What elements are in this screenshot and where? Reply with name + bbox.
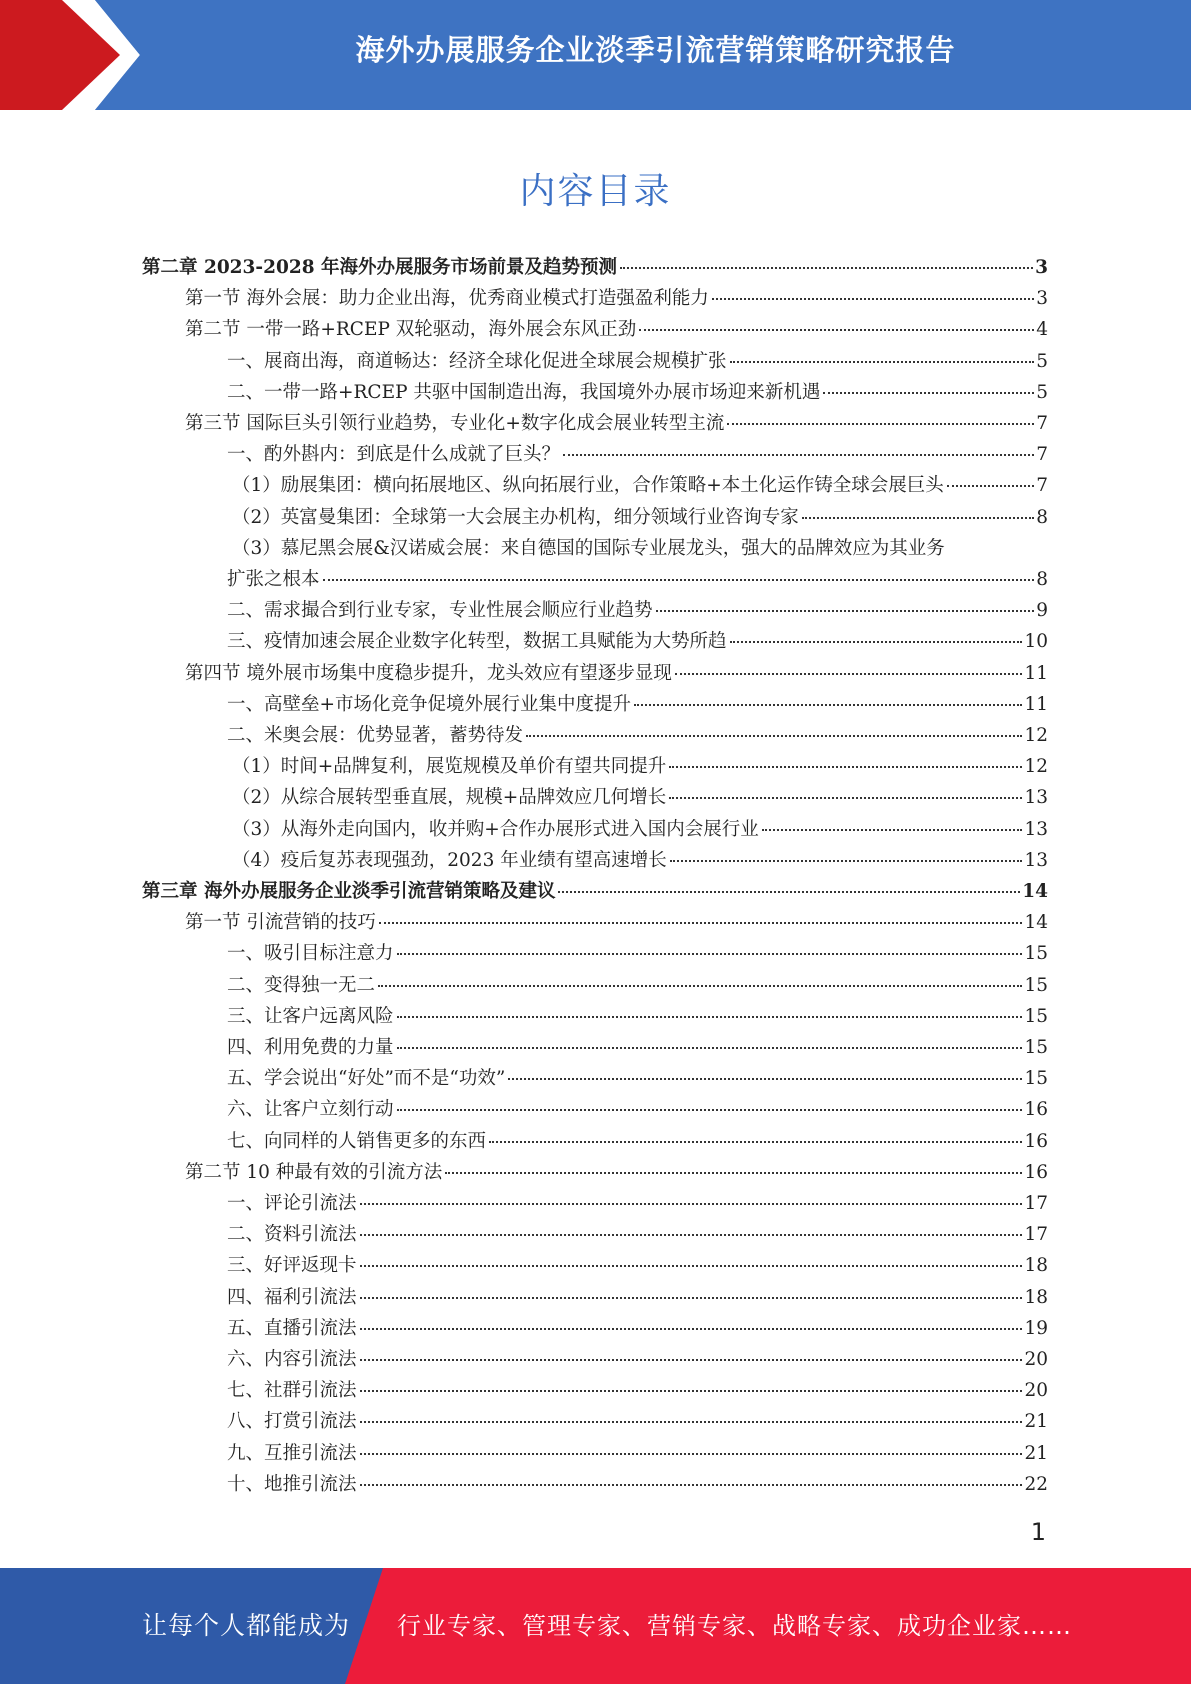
toc-heading: 内容目录 — [519, 171, 672, 212]
page-header — [0, 0, 1191, 110]
toc-entry-title: 九、互推引流法 — [227, 1442, 357, 1464]
toc-page-number: 8 — [1036, 569, 1048, 590]
toc-page-number: 15 — [1024, 943, 1048, 965]
toc-entry[interactable] — [227, 1127, 1048, 1153]
toc-entry[interactable] — [232, 534, 945, 560]
toc-page-number: 12 — [1024, 756, 1048, 778]
toc-dot-leader — [563, 454, 1034, 456]
toc-page-number: 4 — [1036, 319, 1048, 341]
toc-dot-leader — [947, 485, 1034, 487]
toc-page-number: 18 — [1024, 1255, 1048, 1277]
toc-entry-title: （2）英富曼集团：全球第一大会展主办机构，细分领域行业咨询专家 — [232, 506, 799, 528]
toc-entry-title: 一、酌外斟内：到底是什么成就了巨头？ — [227, 444, 561, 466]
toc-page-number: 7 — [1036, 413, 1048, 434]
page-footer — [0, 1568, 1191, 1684]
toc-entry[interactable] — [227, 1002, 1048, 1028]
toc-entry[interactable] — [185, 315, 1048, 341]
toc-entry[interactable] — [232, 846, 1048, 872]
toc-dot-leader — [323, 579, 1035, 581]
toc-dot-leader — [360, 1359, 1023, 1361]
toc-entry-title: 三、疫情加速会展企业数字化转型，数据工具赋能为大势所趋 — [227, 631, 727, 653]
toc-page-number: 5 — [1036, 350, 1048, 372]
toc-page-number: 15 — [1024, 974, 1048, 996]
toc-page-number: 21 — [1024, 1411, 1048, 1433]
toc-entry-title: 二、变得独一无二 — [227, 974, 376, 996]
toc-entry-title: 第三章 海外办展服务企业淡季引流营销策略及建议 — [142, 881, 556, 902]
toc-entry[interactable] — [227, 1220, 1048, 1246]
toc-entry[interactable] — [227, 596, 1048, 622]
toc-entry[interactable] — [227, 1470, 1048, 1496]
toc-entry-title: 二、米奥会展：优势显著，蓄势待发 — [227, 725, 524, 746]
toc-page-number: 18 — [1024, 1286, 1048, 1308]
toc-page-number: 19 — [1024, 1317, 1048, 1339]
toc-dot-leader — [712, 298, 1034, 300]
toc-dot-leader — [669, 766, 1022, 768]
toc-entry[interactable] — [227, 627, 1048, 653]
toc-dot-leader — [639, 329, 1034, 331]
toc-page-number: 13 — [1024, 818, 1048, 840]
toc-entry[interactable] — [232, 752, 1048, 778]
toc-entry[interactable] — [227, 971, 1048, 997]
toc-dot-leader — [397, 1016, 1023, 1018]
toc-page-number: 7 — [1036, 475, 1048, 497]
toc-page-number: 13 — [1024, 849, 1048, 871]
toc-entry-title: （1）时间+品牌复利，展览规模及单价有望共同提升 — [232, 756, 667, 778]
toc-page-number: 15 — [1024, 1005, 1048, 1027]
toc-dot-leader — [360, 1265, 1023, 1267]
toc-entry-title: 二、需求撮合到行业专家，专业性展会顺应行业趋势 — [227, 600, 653, 622]
toc-entry[interactable] — [232, 503, 1048, 529]
toc-entry-title: 二、资料引流法 — [227, 1224, 357, 1246]
toc-entry-title: （3）从海外走向国内，收并购+合作办展形式进入国内会展行业 — [232, 818, 759, 840]
toc-entry[interactable] — [232, 815, 1048, 841]
toc-entry-title: 四、福利引流法 — [227, 1286, 357, 1308]
toc-entry[interactable] — [185, 659, 1048, 685]
toc-dot-leader — [360, 1421, 1023, 1423]
report-title: 海外办展服务企业淡季引流营销策略研究报告 — [355, 33, 956, 67]
toc-dot-leader — [378, 985, 1022, 987]
toc-page-number: 3 — [1035, 257, 1048, 278]
toc-dot-leader — [360, 1328, 1023, 1330]
toc-entry[interactable] — [227, 939, 1048, 965]
toc-page-number: 16 — [1024, 1130, 1048, 1152]
toc-page-number: 10 — [1024, 631, 1048, 653]
toc-page-number: 13 — [1024, 787, 1048, 809]
toc-page-number: 7 — [1036, 444, 1048, 466]
toc-entry-title: 第一节 海外会展：助力企业出海，优秀商业模式打造强盈利能力 — [185, 288, 709, 310]
toc-entry-title: （1）励展集团：横向拓展地区、纵向拓展行业，合作策略+本土化运作铸全球会展巨头 — [232, 475, 944, 497]
toc-entry-title: 第二节 10 种最有效的引流方法 — [185, 1161, 443, 1183]
toc-dot-leader — [445, 1172, 1022, 1174]
toc-entry-title: 第三节 国际巨头引领行业趋势，专业化+数字化成会展业转型主流 — [185, 413, 725, 434]
toc-page-number: 9 — [1036, 600, 1048, 622]
toc-dot-leader — [669, 797, 1022, 799]
toc-entry[interactable] — [185, 284, 1048, 310]
toc-page-number: 15 — [1024, 1037, 1048, 1058]
toc-entry-title: 十、地推引流法 — [227, 1473, 357, 1495]
toc-entry[interactable] — [185, 409, 1048, 435]
toc-dot-leader — [360, 1453, 1023, 1455]
toc-page-number: 3 — [1036, 288, 1048, 310]
toc-entry-title: 三、好评返现卡 — [227, 1255, 357, 1277]
header-arrow-decoration — [0, 0, 200, 110]
toc-entry[interactable] — [227, 1064, 1048, 1090]
footer-slogan-left: 让每个人都能成为 — [142, 1611, 351, 1640]
toc-dot-leader — [397, 1047, 1023, 1049]
toc-dot-leader — [397, 953, 1023, 955]
toc-entry[interactable] — [227, 721, 1048, 747]
toc-page-number: 20 — [1024, 1349, 1048, 1370]
toc-dot-leader — [360, 1484, 1023, 1486]
toc-entry[interactable] — [227, 1095, 1048, 1121]
toc-entry[interactable] — [227, 1189, 1048, 1215]
toc-page-number: 17 — [1024, 1224, 1048, 1246]
toc-entry[interactable] — [227, 1251, 1048, 1277]
toc-entry-title: 六、让客户立刻行动 — [227, 1099, 394, 1121]
toc-entry-title: 一、展商出海，商道畅达：经济全球化促进全球展会规模扩张 — [227, 350, 727, 372]
footer-slogan-right: 行业专家、管理专家、营销专家、战略专家、成功企业家…… — [397, 1612, 1072, 1640]
toc-entry[interactable] — [227, 1033, 1048, 1059]
toc-dot-leader — [656, 610, 1035, 612]
toc-entry-title: 五、直播引流法 — [227, 1317, 357, 1339]
toc-entry-title: 八、打赏引流法 — [227, 1411, 357, 1433]
toc-dot-leader — [823, 392, 1034, 394]
toc-dot-leader — [508, 1078, 1022, 1080]
toc-entry-title: 第一节 引流营销的技巧 — [185, 912, 376, 934]
toc-entry-title: 四、利用免费的力量 — [227, 1037, 394, 1058]
toc-entry[interactable] — [227, 1345, 1048, 1371]
toc-entry[interactable] — [227, 690, 1048, 716]
toc-entry-title: （3）慕尼黑会展&汉诺威会展：来自德国的国际专业展龙头，强大的品牌效应为其业务 — [232, 537, 945, 559]
toc-entry[interactable] — [227, 440, 1048, 466]
toc-entry[interactable] — [227, 565, 1048, 591]
toc-page-number: 15 — [1024, 1068, 1048, 1090]
toc-dot-leader — [675, 673, 1023, 675]
toc-entry-title: （2）从综合展转型垂直展，规模+品牌效应几何增长 — [232, 787, 667, 809]
toc-entry-title: 一、高壁垒+市场化竞争促境外展行业集中度提升 — [227, 693, 632, 715]
toc-page-number: 8 — [1036, 506, 1048, 528]
toc-entry-title: 三、让客户远离风险 — [227, 1005, 394, 1027]
page-number: 1 — [1030, 1518, 1046, 1546]
toc-dot-leader — [730, 361, 1035, 363]
toc-page-number: 14 — [1024, 912, 1048, 934]
toc-dot-leader — [397, 1109, 1023, 1111]
toc-entry[interactable] — [232, 471, 1048, 497]
toc-entry[interactable] — [227, 1407, 1048, 1433]
toc-dot-leader — [360, 1203, 1023, 1205]
toc-dot-leader — [762, 829, 1023, 831]
toc-entry[interactable] — [185, 1158, 1048, 1184]
toc-dot-leader — [360, 1390, 1023, 1392]
toc-entry-title: 一、吸引目标注意力 — [227, 943, 394, 965]
toc-entry[interactable] — [142, 253, 1048, 279]
toc-page-number: 11 — [1024, 662, 1048, 684]
toc-page-number: 14 — [1022, 881, 1048, 902]
toc-page-number: 20 — [1024, 1380, 1048, 1402]
toc-dot-leader — [379, 922, 1023, 924]
toc-page-number: 16 — [1024, 1161, 1048, 1183]
toc-dot-leader — [802, 517, 1034, 519]
toc-entry-title: 第二章 2023-2028 年海外办展服务市场前景及趋势预测 — [142, 257, 618, 278]
toc-entry[interactable] — [227, 378, 1048, 404]
toc-page-number: 22 — [1024, 1473, 1048, 1495]
toc-page-number: 21 — [1024, 1442, 1048, 1464]
toc-entry-title: 第四节 境外展市场集中度稳步提升，龙头效应有望逐步显现 — [185, 662, 672, 684]
toc-dot-leader — [360, 1297, 1023, 1299]
toc-entry[interactable] — [227, 1283, 1048, 1309]
toc-page-number: 16 — [1024, 1099, 1048, 1121]
toc-dot-leader — [360, 1234, 1023, 1236]
toc-entry-title: （4）疫后复苏表现强劲，2023 年业绩有望高速增长 — [232, 849, 667, 871]
toc-entry-title: 六、内容引流法 — [227, 1349, 357, 1370]
toc-dot-leader — [558, 891, 1020, 893]
toc-dot-leader — [634, 704, 1022, 706]
toc-entry-title: 扩张之根本 — [227, 569, 320, 590]
toc-dot-leader — [670, 860, 1023, 862]
toc-entry[interactable] — [227, 347, 1048, 373]
toc-dot-leader — [489, 1141, 1022, 1143]
toc-entry[interactable] — [227, 1314, 1048, 1340]
toc-entry-title: 一、评论引流法 — [227, 1193, 357, 1214]
toc-dot-leader — [730, 641, 1023, 643]
toc-entry-title: 五、学会说出“好处”而不是“功效” — [227, 1068, 506, 1090]
toc-entry[interactable] — [232, 783, 1048, 809]
toc-entry[interactable] — [142, 877, 1048, 903]
toc-page-number: 11 — [1024, 693, 1048, 715]
toc-dot-leader — [727, 423, 1034, 425]
toc-page-number: 5 — [1036, 381, 1048, 403]
toc-page-number: 12 — [1024, 725, 1048, 746]
toc-entry-title: 七、社群引流法 — [227, 1380, 357, 1402]
toc-entry-title: 第二节 一带一路+RCEP 双轮驱动，海外展会东风正劲 — [185, 319, 637, 341]
toc-entry[interactable] — [227, 1376, 1048, 1402]
toc-entry[interactable] — [227, 1439, 1048, 1465]
toc-dot-leader — [620, 267, 1033, 269]
toc-entry[interactable] — [185, 908, 1048, 934]
toc-page-number: 17 — [1024, 1193, 1048, 1214]
toc-entry-title: 七、向同样的人销售更多的东西 — [227, 1130, 487, 1152]
toc-entry-title: 二、一带一路+RCEP 共驱中国制造出海，我国境外办展市场迎来新机遇 — [227, 381, 821, 403]
toc-dot-leader — [526, 735, 1022, 737]
